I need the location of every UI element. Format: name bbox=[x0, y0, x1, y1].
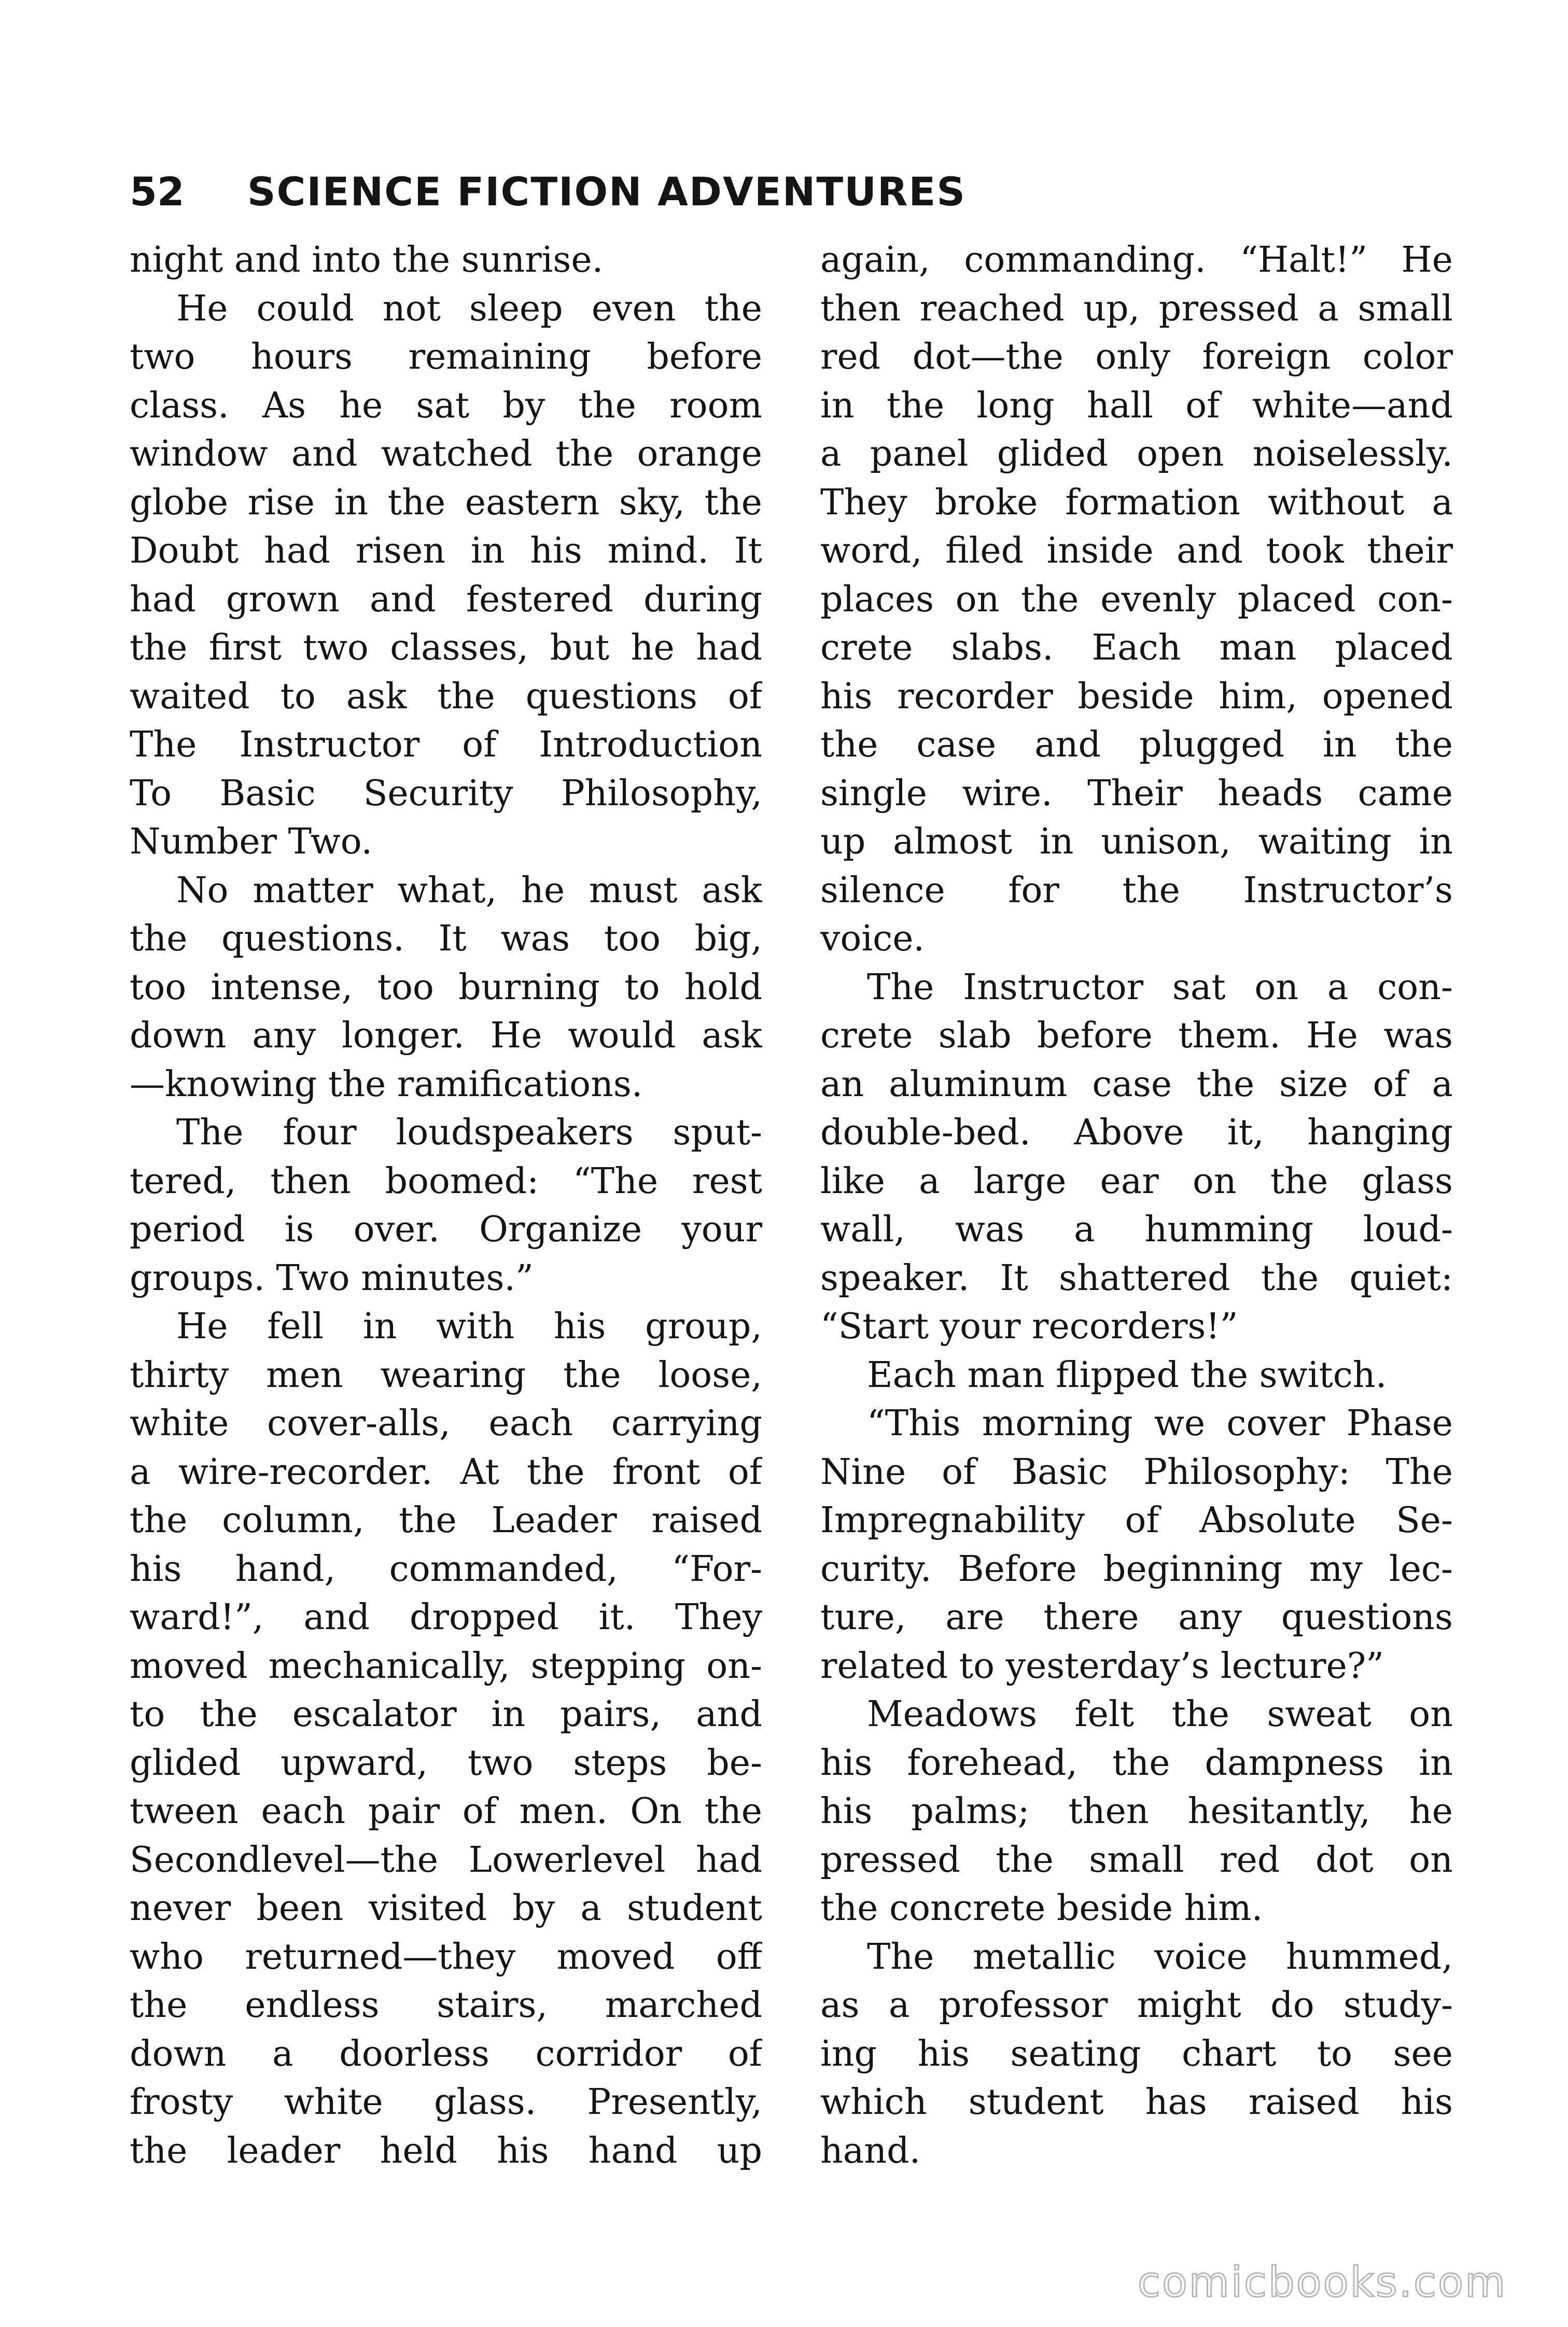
text-line: down any longer. He would ask bbox=[130, 1015, 762, 1056]
text-line: crete slab before them. He was bbox=[820, 1015, 1453, 1056]
text-line: He could not sleep even the bbox=[176, 288, 762, 329]
text-line: The four loudspeakers sput- bbox=[176, 1112, 762, 1153]
text-line: like a large ear on the glass bbox=[820, 1160, 1453, 1202]
text-line: as a professor might do study- bbox=[820, 1985, 1453, 2026]
text-line: speaker. It shattered the quiet: bbox=[820, 1257, 1453, 1299]
text-line: the leader held his hand up bbox=[130, 2130, 762, 2171]
text-line: glided upward, two steps be- bbox=[130, 1742, 762, 1784]
text-line: single wire. Their heads came bbox=[820, 773, 1453, 814]
text-line: two hours remaining before bbox=[130, 337, 762, 377]
text-line: To Basic Security Philosophy, bbox=[130, 773, 762, 814]
text-line: to the escalator in pairs, and bbox=[130, 1694, 762, 1735]
text-line: the column, the Leader raised bbox=[130, 1500, 762, 1541]
text-line: frosty white glass. Presently, bbox=[130, 2082, 762, 2123]
text-line: globe rise in the eastern sky, the bbox=[130, 482, 762, 523]
text-line: Meadows felt the sweat on bbox=[867, 1694, 1453, 1735]
right-text-column bbox=[820, 236, 1453, 2175]
text-line: hand. bbox=[820, 2130, 921, 2171]
text-line: too intense, too burning to hold bbox=[130, 966, 762, 1008]
text-line: class. As he sat by the room bbox=[130, 385, 762, 426]
text-line: curity. Before beginning my lec- bbox=[820, 1548, 1453, 1590]
text-line: period is over. Organize your bbox=[130, 1209, 762, 1250]
text-line: “Start your recorders!” bbox=[820, 1306, 1238, 1347]
text-line: groups. Two minutes.” bbox=[130, 1257, 534, 1299]
text-line: crete slabs. Each man placed bbox=[820, 627, 1453, 668]
text-line: The Instructor sat on a con- bbox=[867, 966, 1453, 1008]
text-line: He fell in with his group, bbox=[176, 1306, 762, 1347]
text-line: waited to ask the questions of bbox=[130, 676, 762, 717]
left-text-column bbox=[130, 236, 762, 2175]
text-line: tered, then boomed: “The rest bbox=[130, 1160, 762, 1202]
text-line: the endless stairs, marched bbox=[130, 1985, 762, 2026]
text-line: Each man flipped the switch. bbox=[867, 1354, 1387, 1396]
text-line: silence for the Instructor’s bbox=[820, 870, 1453, 911]
text-line: double-bed. Above it, hanging bbox=[820, 1112, 1453, 1153]
text-line: the case and plugged in the bbox=[820, 724, 1453, 765]
text-line: voice. bbox=[820, 918, 925, 959]
text-line: wall, was a humming loud- bbox=[820, 1209, 1453, 1250]
text-line: tween each pair of men. On the bbox=[130, 1791, 762, 1832]
text-line: up almost in unison, waiting in bbox=[820, 821, 1453, 862]
text-line: No matter what, he must ask bbox=[176, 870, 762, 911]
text-line: ture, are there any questions bbox=[820, 1597, 1453, 1638]
text-line: The metallic voice hummed, bbox=[867, 1936, 1453, 1978]
text-line: red dot—the only foreign color bbox=[820, 337, 1453, 377]
text-line: the questions. It was too big, bbox=[130, 918, 762, 959]
text-line: the concrete beside him. bbox=[820, 1888, 1263, 1929]
text-line: moved mechanically, stepping on- bbox=[130, 1645, 762, 1687]
text-line: window and watched the orange bbox=[130, 433, 762, 474]
page-number: 52 bbox=[130, 169, 185, 215]
text-line: a wire-recorder. At the front of bbox=[130, 1451, 762, 1493]
text-line: Number Two. bbox=[130, 821, 373, 862]
text-line: a panel glided open noiselessly. bbox=[820, 433, 1453, 474]
text-line: who returned—they moved off bbox=[130, 1936, 762, 1978]
text-line: down a doorless corridor of bbox=[130, 2033, 762, 2074]
text-line: had grown and festered during bbox=[130, 579, 762, 620]
watermark-logo: comicbooks.com bbox=[1137, 2258, 1507, 2306]
text-line: Secondlevel—the Lowerlevel had bbox=[130, 1839, 762, 1881]
text-line: —knowing the ramifications. bbox=[130, 1063, 643, 1105]
text-line: his palms; then hesitantly, he bbox=[820, 1791, 1453, 1832]
text-line: related to yesterday’s lecture?” bbox=[820, 1645, 1384, 1687]
text-line: white cover-alls, each carrying bbox=[130, 1403, 762, 1444]
text-line: They broke formation without a bbox=[820, 482, 1453, 523]
text-line: ing his seating chart to see bbox=[820, 2033, 1453, 2074]
text-line: night and into the sunrise. bbox=[130, 240, 604, 281]
text-line: his recorder beside him, opened bbox=[820, 676, 1453, 717]
running-title: SCIENCE FICTION ADVENTURES bbox=[247, 169, 967, 215]
text-line: again, commanding. “Halt!” He bbox=[820, 240, 1453, 281]
text-line: ward!”, and dropped it. They bbox=[130, 1597, 762, 1638]
text-line: in the long hall of white—and bbox=[820, 385, 1453, 426]
text-line: his forehead, the dampness in bbox=[820, 1742, 1453, 1784]
text-line: places on the evenly placed con- bbox=[820, 579, 1453, 620]
text-line: the first two classes, but he had bbox=[130, 627, 762, 668]
text-line: Impregnability of Absolute Se- bbox=[820, 1500, 1453, 1541]
text-line: pressed the small red dot on bbox=[820, 1839, 1453, 1881]
text-line: his hand, commanded, “For- bbox=[130, 1548, 762, 1590]
text-line: word, filed inside and took their bbox=[820, 530, 1453, 571]
text-line: Nine of Basic Philosophy: The bbox=[820, 1451, 1453, 1493]
text-line: “This morning we cover Phase bbox=[867, 1403, 1453, 1444]
text-line: never been visited by a student bbox=[130, 1888, 762, 1929]
text-line: which student has raised his bbox=[820, 2082, 1453, 2123]
text-line: The Instructor of Introduction bbox=[130, 724, 762, 765]
text-line: Doubt had risen in his mind. It bbox=[130, 530, 762, 571]
text-line: an aluminum case the size of a bbox=[820, 1063, 1453, 1105]
running-header bbox=[130, 161, 1084, 223]
text-line: then reached up, pressed a small bbox=[820, 288, 1453, 329]
text-line: thirty men wearing the loose, bbox=[130, 1354, 762, 1396]
